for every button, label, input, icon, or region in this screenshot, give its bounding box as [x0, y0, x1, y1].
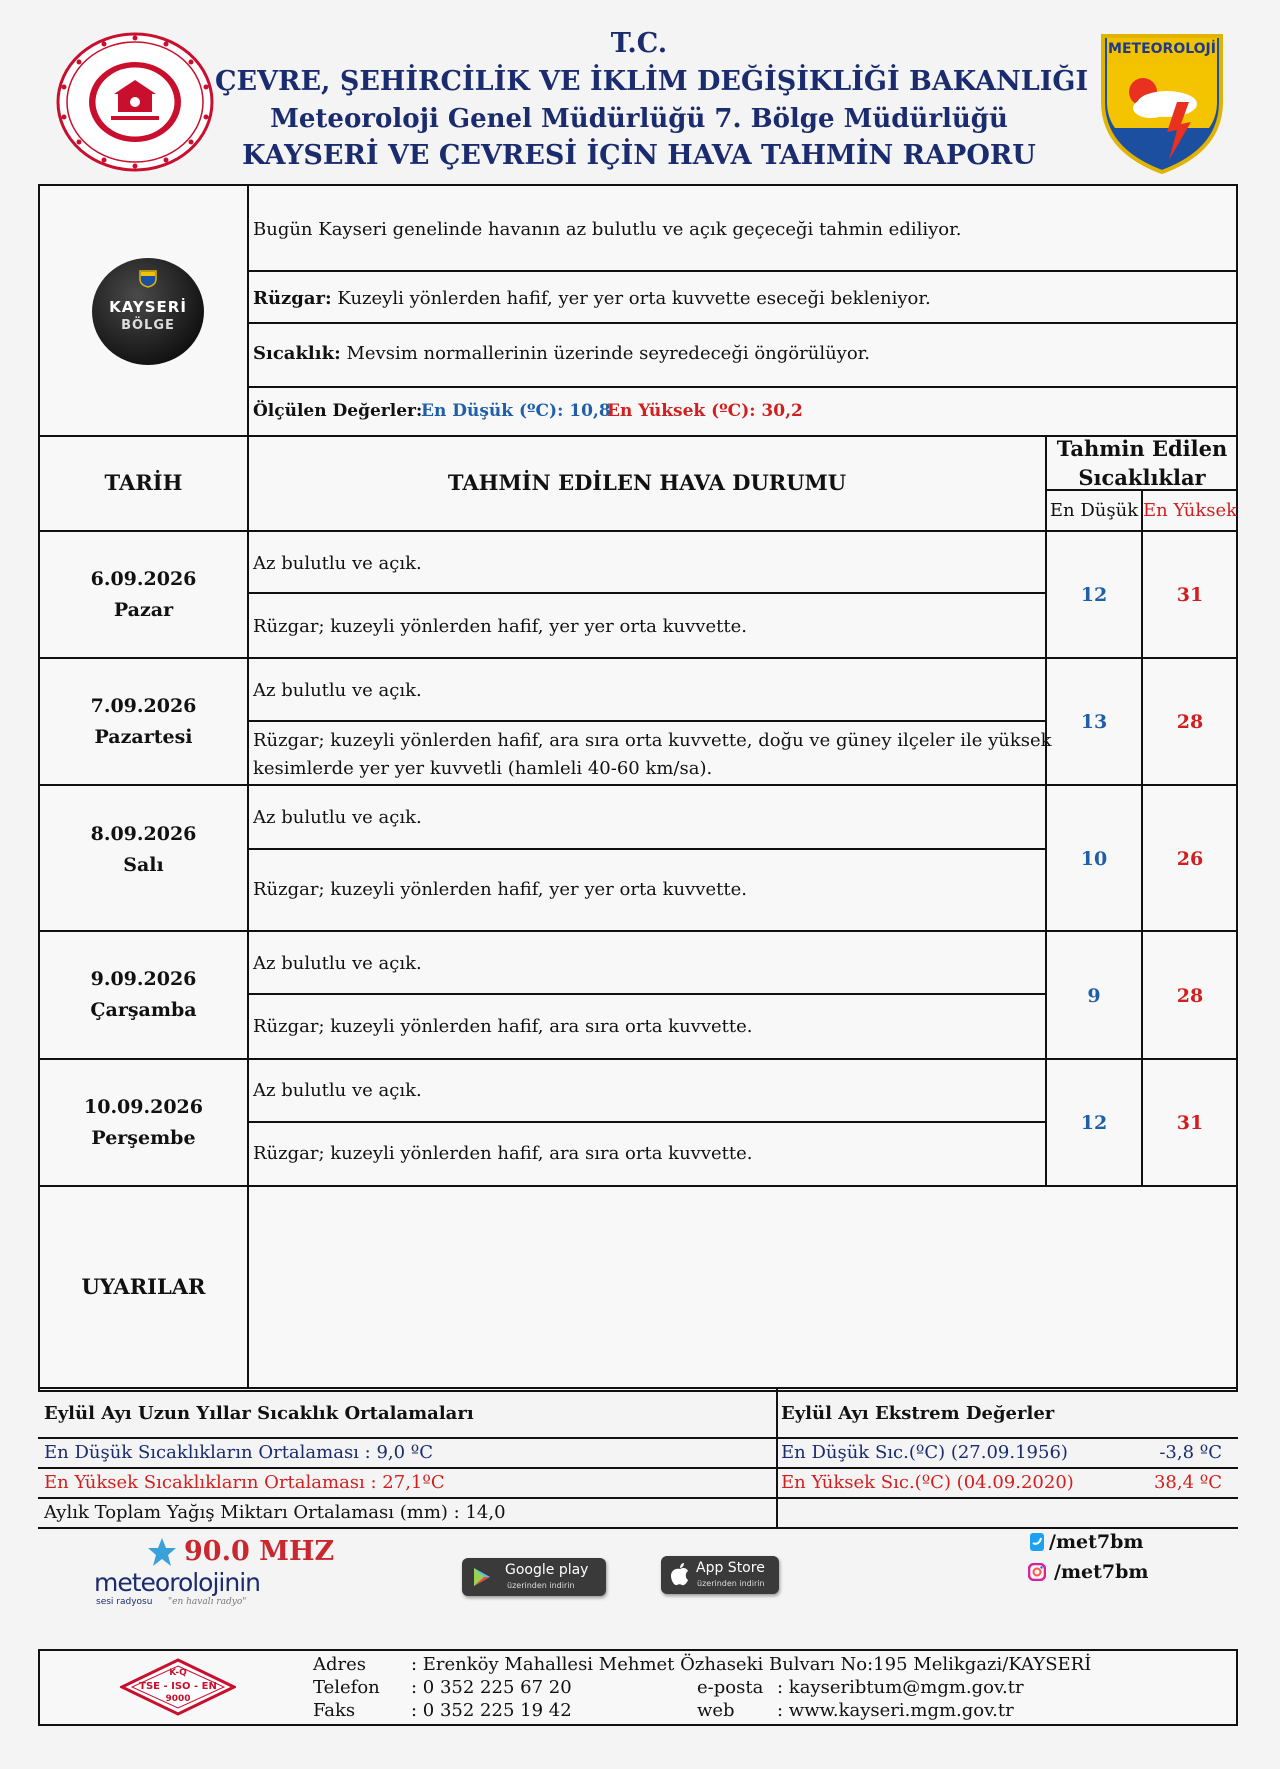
- summary-general: Bugün Kayseri genelinde havanın az bulutlu ve açık geçeceği tahmin ediliyor.: [253, 219, 962, 240]
- forecast-max: 28: [1176, 985, 1204, 1007]
- forecast-date: 8.09.2026: [90, 823, 197, 845]
- address-label: Adres: [313, 1654, 367, 1675]
- instagram-handle: /met7bm: [1054, 1561, 1149, 1583]
- col-temps-header-line2: Sıcaklıklar: [1078, 465, 1206, 490]
- cert-line1: K-Q: [169, 1668, 187, 1678]
- google-play-icon: [471, 1566, 493, 1588]
- extreme-min-label: En Düşük Sıc.(ºC) (27.09.1956): [781, 1442, 1068, 1463]
- web-label: web: [697, 1700, 735, 1721]
- forecast-min: 12: [1080, 584, 1108, 606]
- summary-temp: [253, 343, 870, 365]
- forecast-sky: Az bulutlu ve açık.: [253, 680, 422, 701]
- google-play-button[interactable]: [462, 1558, 606, 1596]
- forecast-day: Çarşamba: [90, 999, 197, 1021]
- summary-wind-text: Kuzeyli yönlerden hafif, yer yer orta kuvvette eseceği bekleniyor.: [337, 288, 931, 309]
- radio-subtitle: sesi radyosu: [96, 1597, 153, 1607]
- cert-line3: 9000: [165, 1694, 191, 1704]
- email-label: e-posta: [697, 1677, 764, 1698]
- forecast-date: 7.09.2026: [90, 695, 197, 717]
- star-icon: [146, 1536, 178, 1568]
- extreme-max-label: En Yüksek Sıc.(ºC) (04.09.2020): [781, 1472, 1074, 1493]
- forecast-day: Pazartesi: [94, 726, 193, 748]
- meteoroloji-logo-text: METEOROLOJİ: [1108, 41, 1216, 57]
- forecast-date: 10.09.2026: [84, 1096, 203, 1118]
- certification-logo: [120, 1658, 236, 1716]
- forecast-report-table: [38, 184, 1238, 1392]
- forecast-date: 9.09.2026: [90, 968, 197, 990]
- google-play-sublabel: üzerinden indirin: [507, 1581, 575, 1590]
- forecast-sky: Az bulutlu ve açık.: [253, 553, 422, 574]
- address-value: : Erenköy Mahallesi Mehmet Özhaseki Bulvarı No:195 Melikgazi/KAYSERİ: [411, 1654, 1092, 1675]
- forecast-min: 9: [1087, 985, 1101, 1007]
- twitter-icon: [1030, 1533, 1044, 1551]
- col-weather-header: TAHMİN EDİLEN HAVA DURUMU: [447, 470, 847, 495]
- twitter-handle: /met7bm: [1049, 1531, 1144, 1553]
- forecast-sky: Az bulutlu ve açık.: [253, 953, 422, 974]
- fax-label: Faks: [313, 1700, 356, 1721]
- apple-icon: [670, 1563, 690, 1587]
- forecast-wind: Rüzgar; kuzeyli yönlerden hafif, ara sıra orta kuvvette.: [253, 1016, 753, 1037]
- forecast-wind-line2: kesimlerde yer yer kuvvetli (hamleli 40-60 km/sa).: [253, 758, 713, 779]
- climate-avg-max: En Yüksek Sıcaklıkların Ortalaması : 27,1ºC: [44, 1472, 445, 1493]
- summary-temp-text: Mevsim normallerinin üzerinde seyredeceği öngörülüyor.: [346, 343, 871, 364]
- ministry-seal-icon: [56, 32, 214, 172]
- phone-value: : 0 352 225 67 20: [411, 1677, 572, 1698]
- forecast-min: 10: [1080, 848, 1108, 870]
- mini-shield-icon: [139, 270, 157, 288]
- summary-wind: [253, 288, 931, 310]
- radio-logo[interactable]: [92, 1534, 335, 1614]
- measured-max: En Yüksek (ºC): 30,2: [607, 401, 803, 421]
- forecast-day: Salı: [123, 854, 164, 876]
- fax-value: : 0 352 225 19 42: [411, 1700, 572, 1721]
- forecast-wind: Rüzgar; kuzeyli yönlerden hafif, yer yer orta kuvvette.: [253, 616, 747, 637]
- app-store-sublabel: üzerinden indirin: [697, 1579, 765, 1588]
- instagram-icon: [1028, 1563, 1046, 1581]
- forecast-wind: Rüzgar; kuzeyli yönlerden hafif, ara sıra orta kuvvette, doğu ve güney ilçeler ile yüksek: [253, 730, 1052, 751]
- google-play-label: Google play: [505, 1562, 589, 1578]
- web-link[interactable]: : www.kayseri.mgm.gov.tr: [777, 1700, 1014, 1721]
- cert-line2: TSE - ISO - EN: [139, 1681, 217, 1692]
- email-link[interactable]: : kayseribtum@mgm.gov.tr: [777, 1677, 1024, 1698]
- warnings-label: UYARILAR: [81, 1274, 206, 1299]
- radio-name: meteorolojinin: [94, 1568, 261, 1597]
- badge-line2: BÖLGE: [121, 318, 175, 333]
- forecast-max: 26: [1176, 848, 1204, 870]
- forecast-sky: Az bulutlu ve açık.: [253, 1080, 422, 1101]
- summary-temp-label: Sıcaklık:: [253, 343, 341, 364]
- forecast-day: Pazar: [113, 599, 174, 621]
- forecast-max: 31: [1176, 1112, 1204, 1134]
- app-store-label: App Store: [696, 1560, 765, 1576]
- climate-avg-min: En Düşük Sıcaklıkların Ortalaması : 9,0 ºC: [44, 1442, 434, 1463]
- climate-right-title: Eylül Ayı Ekstrem Değerler: [781, 1403, 1055, 1424]
- badge-line1: KAYSERİ: [109, 298, 187, 316]
- header-ministry: ÇEVRE, ŞEHİRCİLİK VE İKLİM DEĞİŞİKLİĞİ BAKANLIĞI: [215, 66, 1089, 97]
- summary-wind-label: Rüzgar:: [253, 288, 332, 309]
- col-min-header: En Düşük: [1049, 500, 1139, 521]
- extreme-min-value: -3,8 ºC: [1159, 1442, 1222, 1463]
- extreme-max-value: 38,4 ºC: [1153, 1472, 1222, 1493]
- measured-label: Ölçülen Değerler:: [253, 401, 423, 421]
- header-tc: T.C.: [610, 28, 668, 59]
- report-title: KAYSERİ VE ÇEVRESİ İÇİN HAVA TAHMİN RAPORU: [242, 140, 1036, 171]
- forecast-sky: Az bulutlu ve açık.: [253, 807, 422, 828]
- app-store-button[interactable]: [661, 1556, 779, 1594]
- forecast-min: 13: [1080, 711, 1108, 733]
- col-temps-header-line1: Tahmin Edilen: [1056, 436, 1228, 461]
- header-directorate: Meteoroloji Genel Müdürlüğü 7. Bölge Müdürlüğü: [270, 104, 1008, 134]
- measured-min: En Düşük (ºC): 10,8: [421, 401, 611, 421]
- forecast-max: 31: [1176, 584, 1204, 606]
- forecast-wind: Rüzgar; kuzeyli yönlerden hafif, ara sıra orta kuvvette.: [253, 1143, 753, 1164]
- climate-left-title: Eylül Ayı Uzun Yıllar Sıcaklık Ortalamaları: [44, 1403, 474, 1424]
- forecast-date: 6.09.2026: [90, 568, 197, 590]
- col-date-header: TARİH: [104, 470, 183, 495]
- phone-label: Telefon: [313, 1677, 380, 1698]
- kayseri-bolge-badge: [92, 258, 204, 365]
- forecast-day: Perşembe: [91, 1127, 196, 1149]
- forecast-wind: Rüzgar; kuzeyli yönlerden hafif, yer yer orta kuvvette.: [253, 879, 747, 900]
- col-max-header: En Yüksek: [1143, 500, 1238, 521]
- radio-frequency: 90.0 MHZ: [184, 1536, 335, 1567]
- forecast-max: 28: [1176, 711, 1204, 733]
- forecast-min: 12: [1080, 1112, 1108, 1134]
- climate-avg-precip: Aylık Toplam Yağış Miktarı Ortalaması (mm) : 14,0: [44, 1502, 506, 1523]
- radio-slogan: "en havalı radyo": [168, 1597, 247, 1607]
- meteoroloji-logo: [1099, 32, 1225, 174]
